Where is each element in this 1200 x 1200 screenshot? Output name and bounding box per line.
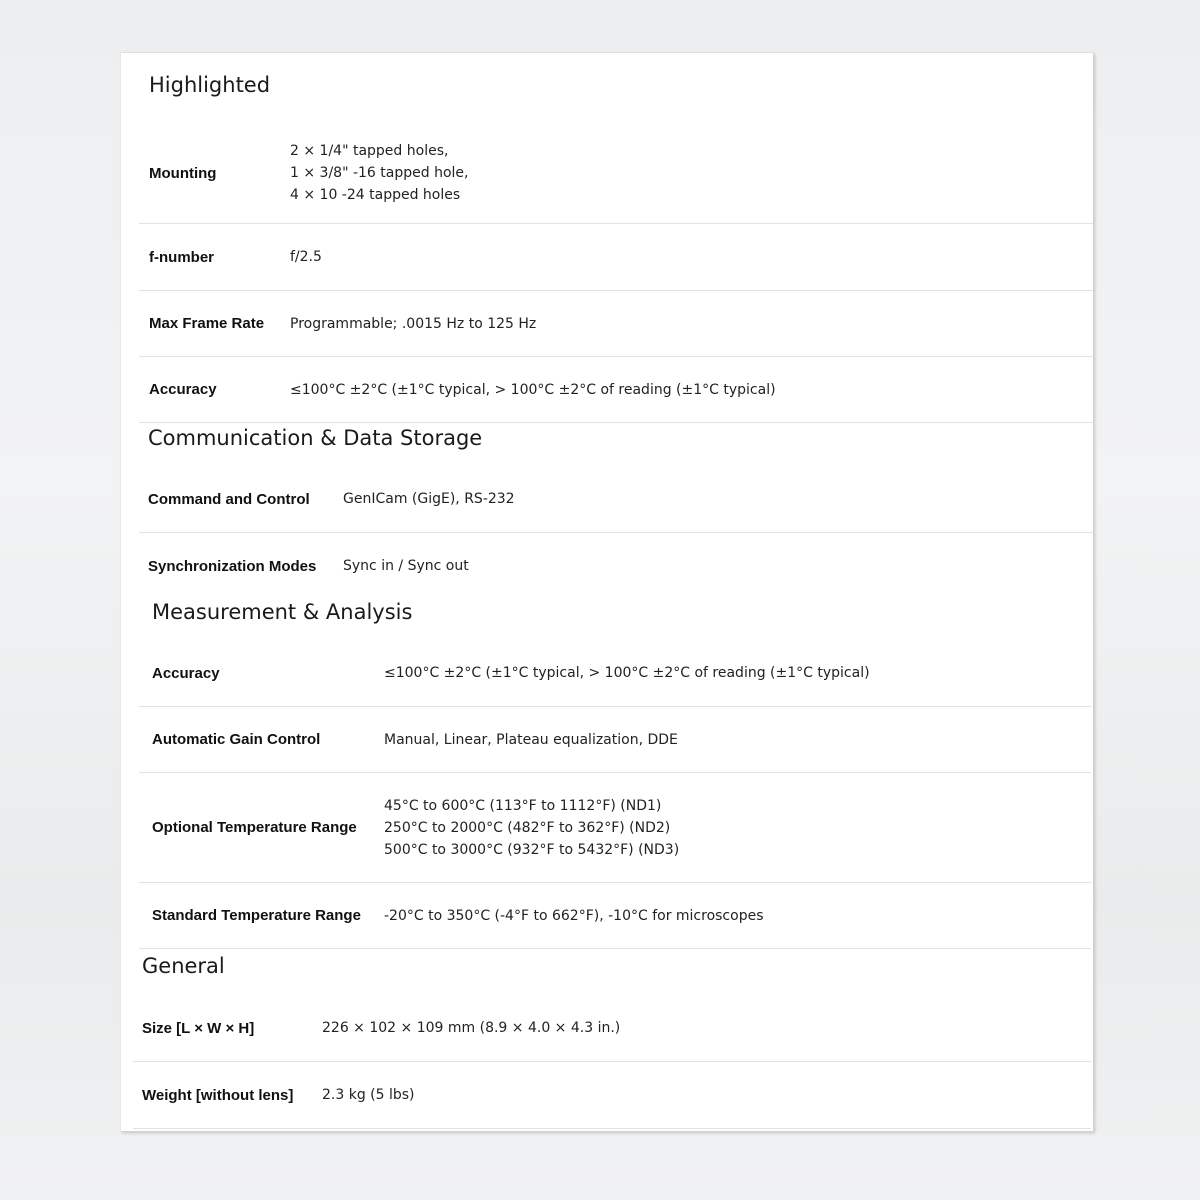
spec-row-optional-temperature-range [139,773,1091,883]
spec-row-accuracy [139,357,1093,423]
spec-row-automatic-gain-control [139,707,1091,773]
spec-row-accuracy [139,640,1091,707]
spec-label: Max Frame Rate [149,315,265,332]
spec-row-mounting [139,123,1093,224]
spec-value: Programmable; .0015 Hz to 125 Hz [290,315,537,332]
spec-row-synchronization-modes [139,533,1093,599]
spec-row-size [133,995,1091,1062]
spec-value-line: 45°C to 600°C (113°F to 1112°F) (ND1) [384,797,662,814]
spec-value [384,795,679,861]
spec-value: GenICam (GigE), RS-232 [343,491,515,507]
spec-value-line: 250°C to 2000°C (482°F to 362°F) (ND2) [384,819,671,836]
spec-label: Accuracy [149,381,217,398]
spec-row-max-frame-rate [139,291,1093,357]
spec-label: Command and Control [148,490,310,508]
section-title-communication: Communication & Data Storage [148,426,483,450]
spec-label: Optional Temperature Range [152,819,357,836]
spec-label: Accuracy [152,664,220,682]
spec-value-line: 500°C to 3000°C (932°F to 5432°F) (ND3) [384,841,680,858]
spec-label: Standard Temperature Range [152,907,361,924]
spec-label: Mounting [149,164,217,182]
spec-label: Automatic Gain Control [152,731,321,748]
spec-value: ≤100°C ±2°C (±1°C typical, > 100°C ±2°C of reading (±1°C typical) [384,665,870,681]
spec-value-line: 2 × 1/4" tapped holes, [290,143,449,159]
spec-value: Manual, Linear, Plateau equalization, DDE [384,731,678,748]
spec-value [290,140,468,206]
spec-value-line: 4 × 10 -24 tapped holes [290,187,461,203]
section-title-highlighted: Highlighted [149,73,271,97]
spec-value: ≤100°C ±2°C (±1°C typical, > 100°C ±2°C of reading (±1°C typical) [290,381,776,398]
section-title-general: General [142,954,225,978]
section-title-measurement: Measurement & Analysis [152,600,413,624]
spec-row-standard-temperature-range [139,883,1091,949]
spec-value-line: 1 × 3/8" -16 tapped hole, [290,165,469,181]
spec-row-f-number [139,224,1093,291]
spec-value: -20°C to 350°C (-4°F to 662°F), -10°C for microscopes [384,907,764,924]
spec-row-weight [133,1062,1091,1129]
spec-row-command-and-control [139,466,1093,533]
spec-label: Weight [without lens] [142,1086,294,1104]
spec-label: Synchronization Modes [148,557,317,575]
spec-value: 226 × 102 × 109 mm (8.9 × 4.0 × 4.3 in.) [322,1020,621,1036]
spec-label: Size [L × W × H] [142,1019,255,1037]
spec-card [120,52,1093,1131]
spec-value: Sync in / Sync out [343,558,469,574]
spec-value: 2.3 kg (5 lbs) [322,1087,415,1103]
spec-label: f-number [149,248,214,266]
spec-value: f/2.5 [290,249,322,265]
